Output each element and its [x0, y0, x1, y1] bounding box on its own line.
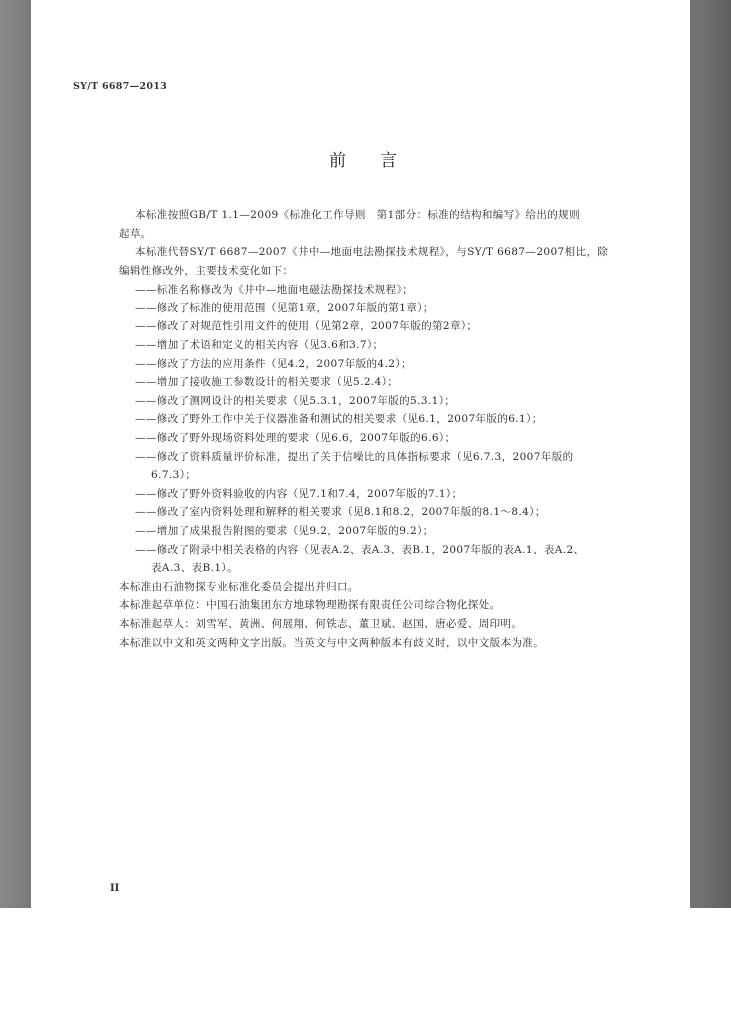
page-number: II: [110, 883, 120, 894]
change-item-continuation: 6.7.3）；: [151, 469, 197, 481]
document-code: SY/T 6687—2013: [73, 81, 168, 92]
preface-line: 本标准起草单位：中国石油集团东方地球物理勘探有限责任公司综合物化探处。: [119, 599, 501, 611]
change-item: ——修改了野外现场资料处理的要求（见6.6，2007年版的6.6）；: [135, 432, 456, 444]
change-item: ——修改了附录中相关表格的内容（见表A.2、表A.3、表B.1，2007年版的表A.1、表A.2、: [135, 544, 585, 556]
change-item: ——修改了方法的应用条件（见4.2，2007年版的4.2）；: [135, 358, 412, 370]
change-item-continuation: 表A.3、表B.1）。: [151, 562, 238, 574]
change-item: ——增加了成果报告附图的要求（见9.2，2007年版的9.2）；: [135, 525, 434, 537]
preface-line: 本标准代替SY/T 6687—2007《井中—地面电法勘探技术规程》，与SY/T 6687—2007相比，除: [135, 246, 609, 258]
change-item: ——增加了术语和定义的相关内容（见3.6和3.7）；: [135, 339, 384, 351]
preface-line: 起草。: [119, 228, 152, 240]
preface-line: 本标准起草人：刘雪军、黄洲、何展翔、何铁志、董卫斌、赵国、唐必爱、周印明。: [119, 618, 523, 630]
preface-line: 本标准按照GB/T 1.1—2009《标准化工作导则 第1部分：标准的结构和编写》给出的规则: [135, 209, 580, 221]
change-item: ——修改了室内资料处理和解释的相关要求（见8.1和8.2，2007年版的8.1～8.4）；: [135, 506, 546, 518]
change-item: ——增加了接收施工参数设计的相关要求（见5.2.4）；: [135, 376, 399, 388]
change-item: ——修改了野外工作中关于仪器准备和测试的相关要求（见6.1，2007年版的6.1）；: [135, 413, 543, 425]
change-item: ——修改了野外资料验收的内容（见7.1和7.4，2007年版的7.1）；: [135, 488, 463, 500]
change-item: ——修改了标准的使用范围（见第1章，2007年版的第1章）；: [135, 302, 434, 314]
page-title: 前言: [329, 151, 431, 171]
preface-line: 本标准由石油物探专业标准化委员会提出并归口。: [119, 581, 359, 593]
change-item: ——标准名称修改为《井中—地面电磁法勘探技术规程》；: [135, 284, 414, 296]
preface-line: 编辑性修改外，主要技术变化如下：: [119, 265, 294, 277]
change-item: ——修改了资料质量评价标准，提出了关于信噪比的具体指标要求（见6.7.3，2007年版的: [135, 451, 574, 463]
blank-margin: [0, 908, 731, 1024]
preface-line: 本标准以中文和英文两种文字出版。当英文与中文两种版本有歧义时，以中文版本为准。: [119, 637, 545, 649]
change-item: ——修改了测网设计的相关要求（见5.3.1，2007年版的5.3.1）；: [135, 395, 456, 407]
change-item: ——修改了对规范性引用文件的使用（见第2章，2007年版的第2章）；: [135, 320, 478, 332]
